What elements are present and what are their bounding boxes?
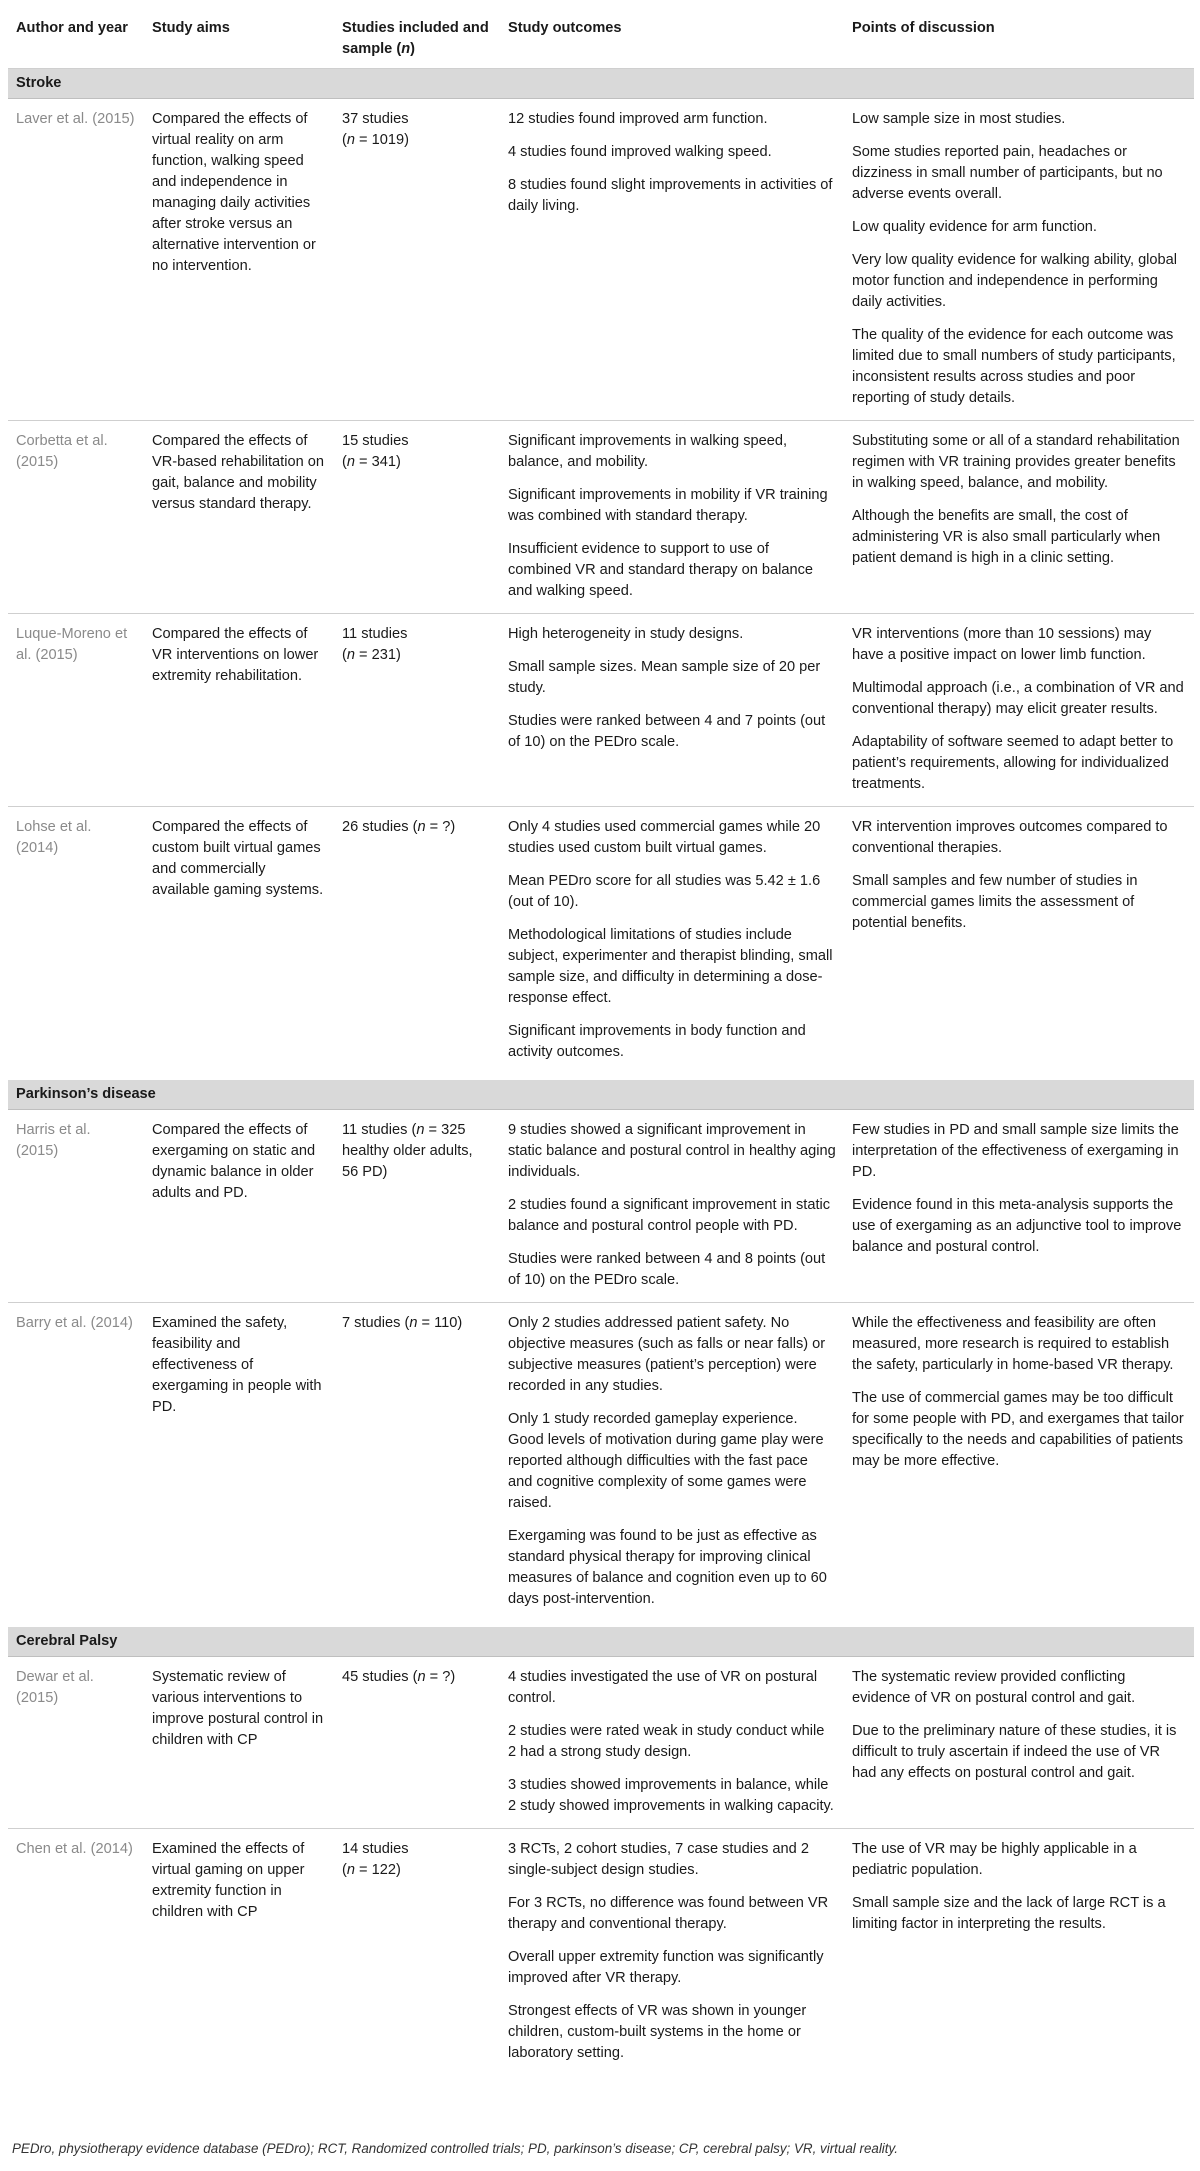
table-row xyxy=(8,1657,1194,1829)
studies-count: 11 studies xyxy=(342,626,408,642)
outcome-text: Only 4 studies used commercial games while 20 studies used custom built virtual games. xyxy=(508,819,821,856)
aims-cell: Compared the effects of virtual reality on arm function, walking speed and independence in managing daily activities after stroke versus an alternative intervention or no intervention. xyxy=(144,99,334,421)
table-body xyxy=(8,69,1194,2076)
header-studies-n: n xyxy=(401,41,411,57)
author-cell: Barry et al. (2014) xyxy=(16,1315,133,1331)
outcome-text: 2 studies found a significant improvement in static balance and postural control people with PD. xyxy=(508,1197,831,1234)
aims-cell: Compared the effects of exergaming on static and dynamic balance in older adults and PD. xyxy=(144,1110,334,1303)
outcome-text: Mean PEDro score for all studies was 5.42 ± 1.6 (out of 10). xyxy=(508,873,821,910)
outcome-text: 12 studies found improved arm function. xyxy=(508,111,768,127)
outcome-text: Significant improvements in body function and activity outcomes. xyxy=(508,1023,806,1060)
outcome-text: Studies were ranked between 4 and 8 points (out of 10) on the PEDro scale. xyxy=(508,1251,826,1288)
discussion-point: Evidence found in this meta-analysis supports the use of exergaming as an adjunctive tool to improve balance and postural control. xyxy=(852,1197,1182,1255)
discussion-point: Very low quality evidence for walking ability, global motor function and independence in performing daily activities. xyxy=(852,252,1178,310)
author-cell: Dewar et al. (2015) xyxy=(8,1657,144,1829)
sample-prefix: ( xyxy=(342,454,347,470)
author-cell: Lohse et al. (2014) xyxy=(16,819,92,856)
sample-value: = 122) xyxy=(355,1862,401,1878)
aims-cell: Examined the effects of virtual gaming on upper extremity function in children with CP xyxy=(152,1841,305,1920)
points-cell xyxy=(844,1110,1194,1303)
discussion-point: Small samples and few number of studies in commercial games limits the assessment of potential benefits. xyxy=(852,873,1138,931)
header-studies-suffix: ) xyxy=(410,41,416,57)
header-studies-prefix: Studies included and sample ( xyxy=(342,20,489,57)
table-row xyxy=(8,1303,1194,1625)
outcome-text: 3 studies showed improvements in balance, while 2 study showed improvements in walking capacity. xyxy=(508,1777,834,1814)
author-cell: Harris et al. (2015) xyxy=(8,1110,144,1303)
studies-count: 14 studies xyxy=(342,1841,409,1857)
points-cell xyxy=(844,421,1194,614)
outcome-text: 8 studies found slight improvements in activities of daily living. xyxy=(508,177,833,214)
author-cell: Luque-Moreno et al. (2015) xyxy=(8,614,144,807)
studies-count: 45 studies xyxy=(342,1669,409,1685)
sample-prefix: ( xyxy=(400,1315,410,1331)
points-cell xyxy=(844,614,1194,807)
sample-value: = 1019) xyxy=(355,132,409,148)
outcome-text: Methodological limitations of studies include subject, experimenter and therapist blinding, small sample size, and difficulty in determining a dose-response effect. xyxy=(508,927,833,1006)
outcomes-cell xyxy=(500,614,844,807)
discussion-point: Low sample size in most studies. xyxy=(852,111,1066,127)
author-cell: Chen et al. (2014) xyxy=(16,1841,133,1857)
outcome-text: Insufficient evidence to support to use of combined VR and standard therapy on balance and walking speed. xyxy=(508,541,814,599)
sample-prefix: ( xyxy=(342,647,347,663)
aims-cell: Compared the effects of VR-based rehabilitation on gait, balance and mobility versus standard therapy. xyxy=(144,421,334,614)
sample-n: n xyxy=(416,1122,425,1138)
table-header xyxy=(8,8,1194,69)
author-cell: Laver et al. (2015) xyxy=(8,99,144,421)
aims-cell: Compared the effects of custom built virtual games and commercially available gaming systems. xyxy=(152,819,324,898)
outcomes-cell xyxy=(500,421,844,614)
group-heading: Stroke xyxy=(8,69,1194,99)
outcome-text: Strongest effects of VR was shown in younger children, custom-built systems in the home or laboratory setting. xyxy=(508,2003,807,2061)
points-cell xyxy=(844,807,1194,1078)
group-heading: Cerebral Palsy xyxy=(8,1624,1194,1657)
studies-cell xyxy=(334,1303,500,1625)
review-table xyxy=(8,8,1194,2075)
group-row xyxy=(8,1077,1194,1110)
discussion-point: The use of VR may be highly applicable in a pediatric population. xyxy=(852,1841,1137,1878)
studies-cell xyxy=(334,99,500,421)
sample-n: n xyxy=(346,132,355,148)
outcome-text: Only 1 study recorded gameplay experience. Good levels of motivation during game play were reported although difficulties with the fast pace and cognitive complexity of some games were raised. xyxy=(508,1411,824,1511)
outcomes-cell xyxy=(500,99,844,421)
aims-cell: Compared the effects of VR interventions on lower extremity rehabilitation. xyxy=(144,614,334,807)
discussion-point: Due to the preliminary nature of these studies, it is difficult to truly ascertain if indeed the use of VR had any effects on postural control and gait. xyxy=(852,1723,1177,1781)
outcomes-cell xyxy=(500,1110,844,1303)
discussion-point: The use of commercial games may be too difficult for some people with PD, and exergames that tailor specifically to the needs and capabilities of patients may be more effective. xyxy=(852,1390,1184,1469)
studies-cell xyxy=(334,1829,500,2076)
table-row xyxy=(8,1110,1194,1303)
outcome-text: For 3 RCTs, no difference was found between VR therapy and conventional therapy. xyxy=(508,1895,829,1932)
discussion-point: Few studies in PD and small sample size limits the interpretation of the effectiveness of exergaming in PD. xyxy=(852,1122,1179,1180)
outcome-text: 9 studies showed a significant improvement in static balance and postural control in healthy aging individuals. xyxy=(508,1122,836,1180)
discussion-point: While the effectiveness and feasibility are often measured, more research is required to establish the safety, particularly in home-based VR therapy. xyxy=(852,1315,1174,1373)
header-studies xyxy=(334,8,500,69)
discussion-point: The systematic review provided conflicting evidence of VR on postural control and gait. xyxy=(852,1669,1136,1706)
table-row xyxy=(8,99,1194,421)
outcomes-cell xyxy=(500,1303,844,1625)
outcome-text: 4 studies investigated the use of VR on postural control. xyxy=(508,1669,818,1706)
discussion-point: Adaptability of software seemed to adapt better to patient’s requirements, allowing for individualized treatments. xyxy=(852,734,1174,792)
header-aims: Study aims xyxy=(144,8,334,69)
points-cell xyxy=(844,99,1194,421)
table-row xyxy=(8,1829,1194,2076)
outcome-text: 4 studies found improved walking speed. xyxy=(508,144,772,160)
sample-value: = 110) xyxy=(417,1315,463,1331)
outcome-text: Significant improvements in mobility if VR training was combined with standard therapy. xyxy=(508,487,828,524)
aims-cell: Examined the safety, feasibility and effectiveness of exergaming in people with PD. xyxy=(152,1315,322,1415)
outcomes-cell xyxy=(500,807,844,1078)
discussion-point: Substituting some or all of a standard rehabilitation regimen with VR training provides greater benefits in walking speed, balance, and mobility. xyxy=(852,433,1180,491)
sample-n: n xyxy=(346,647,355,663)
group-row xyxy=(8,69,1194,99)
header-points: Points of discussion xyxy=(844,8,1194,69)
outcome-text: Only 2 studies addressed patient safety. No objective measures (such as falls or near falls) or subjective measures (patient’s perception) were recorded in any studies. xyxy=(508,1315,826,1394)
sample-n: n xyxy=(346,454,355,470)
sample-prefix: ( xyxy=(408,819,418,835)
studies-count: 7 studies xyxy=(342,1315,401,1331)
sample-n: n xyxy=(417,819,426,835)
discussion-point: The quality of the evidence for each outcome was limited due to small numbers of study participants, inconsistent results across studies and poor reporting of study details. xyxy=(852,327,1176,406)
table-footnote: PEDro, physiotherapy evidence database (PEDro); RCT, Randomized controlled trials; PD, parkinson’s disease; CP, cerebral palsy; VR, virtual reality. xyxy=(12,2141,898,2156)
discussion-point: Multimodal approach (i.e., a combination of VR and conventional therapy) may elicit greater results. xyxy=(852,680,1184,717)
outcome-text: Exergaming was found to be just as effective as standard physical therapy for improving clinical measures of balance and cognition even up to 60 days post-intervention. xyxy=(508,1528,827,1607)
discussion-point: Small sample size and the lack of large RCT is a limiting factor in interpreting the results. xyxy=(852,1895,1166,1932)
sample-n: n xyxy=(346,1862,355,1878)
sample-prefix: ( xyxy=(342,132,347,148)
group-heading: Parkinson’s disease xyxy=(8,1077,1194,1110)
discussion-point: VR interventions (more than 10 sessions) may have a positive impact on lower limb function. xyxy=(852,626,1152,663)
points-cell xyxy=(844,1657,1194,1829)
points-cell xyxy=(844,1303,1194,1625)
sample-value: = ?) xyxy=(425,819,456,835)
studies-count: 37 studies xyxy=(342,111,409,127)
studies-count: 15 studies xyxy=(342,433,409,449)
outcome-text: Small sample sizes. Mean sample size of 20 per study. xyxy=(508,659,821,696)
studies-cell xyxy=(334,421,500,614)
sample-value: = 341) xyxy=(355,454,401,470)
studies-cell xyxy=(334,807,500,1078)
outcome-text: High heterogeneity in study designs. xyxy=(508,626,744,642)
points-cell xyxy=(844,1829,1194,2076)
aims-cell: Systematic review of various interventions to improve postural control in children with CP xyxy=(144,1657,334,1829)
table-row xyxy=(8,807,1194,1078)
outcome-text: Studies were ranked between 4 and 7 points (out of 10) on the PEDro scale. xyxy=(508,713,826,750)
discussion-point: Low quality evidence for arm function. xyxy=(852,219,1097,235)
studies-count: 11 studies xyxy=(342,1122,408,1138)
table-row xyxy=(8,421,1194,614)
outcome-text: Significant improvements in walking speed, balance, and mobility. xyxy=(508,433,788,470)
header-author: Author and year xyxy=(8,8,144,69)
group-row xyxy=(8,1624,1194,1657)
sample-n: n xyxy=(417,1669,426,1685)
header-outcomes: Study outcomes xyxy=(500,8,844,69)
studies-count: 26 studies xyxy=(342,819,409,835)
outcomes-cell xyxy=(500,1829,844,2076)
outcome-text: 3 RCTs, 2 cohort studies, 7 case studies and 2 single-subject design studies. xyxy=(508,1841,809,1878)
sample-value: = 325 healthy older adults, 56 PD) xyxy=(342,1122,473,1180)
discussion-point: Some studies reported pain, headaches or dizziness in small number of participants, but no adverse events overall. xyxy=(852,144,1163,202)
sample-value: = 231) xyxy=(355,647,401,663)
sample-prefix: ( xyxy=(408,1669,418,1685)
sample-value: = ?) xyxy=(425,1669,456,1685)
author-cell: Corbetta et al. (2015) xyxy=(8,421,144,614)
table-row xyxy=(8,614,1194,807)
discussion-point: VR intervention improves outcomes compared to conventional therapies. xyxy=(852,819,1168,856)
studies-cell xyxy=(334,1657,500,1829)
outcome-text: 2 studies were rated weak in study conduct while 2 had a strong study design. xyxy=(508,1723,825,1760)
outcomes-cell xyxy=(500,1657,844,1829)
discussion-point: Although the benefits are small, the cost of administering VR is also small particularly when patient demand is high in a clinic setting. xyxy=(852,508,1161,566)
sample-prefix: ( xyxy=(407,1122,417,1138)
sample-n: n xyxy=(409,1315,418,1331)
studies-cell xyxy=(334,1110,500,1303)
studies-cell xyxy=(334,614,500,807)
outcome-text: Overall upper extremity function was significantly improved after VR therapy. xyxy=(508,1949,824,1986)
sample-prefix: ( xyxy=(342,1862,347,1878)
